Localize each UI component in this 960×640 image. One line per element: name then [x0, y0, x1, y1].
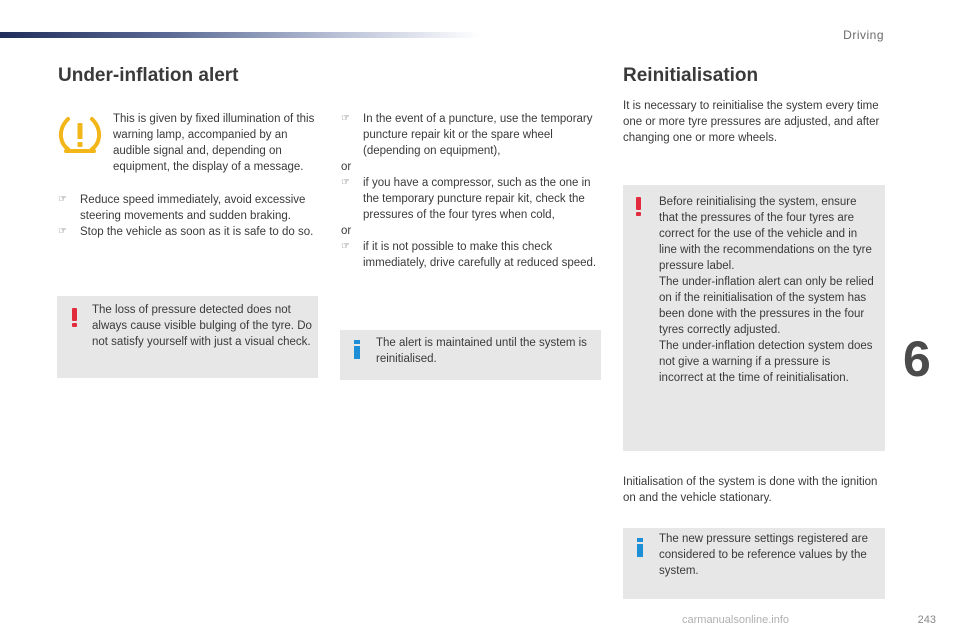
- exclamation-icon: [72, 308, 77, 327]
- or-separator: or: [341, 225, 352, 237]
- left-instructions: [58, 192, 320, 240]
- info-icon: [354, 340, 360, 359]
- or-separator: or: [341, 161, 352, 173]
- reinitialisation-intro: It is necessary to reinitialise the system every time one or more tyre pressures are adjusted, and after changing one or more wheels.: [623, 100, 880, 144]
- middle-instructions: [341, 111, 599, 271]
- list-item: ☞ Stop the vehicle as soon as it is safe to do so.: [58, 226, 314, 238]
- section-label: Driving: [843, 28, 884, 42]
- list-item: ☞ if it is not possible to make this check immediately, drive carefully at reduced speed.: [341, 241, 597, 269]
- reinitialisation-title: Reinitialisation: [623, 65, 759, 86]
- list-item: ☞ In the event of a puncture, use the temporary puncture repair kit or the spare wheel (depending on equipment),: [341, 113, 593, 157]
- info-icon: [637, 538, 643, 557]
- lamp-description: This is given by fixed illumination of this warning lamp, accompanied by an audible signal and, depending on equipment, the display of a message.: [113, 113, 315, 173]
- chapter-number: 6: [903, 331, 931, 387]
- info-text: The new pressure settings registered are considered to be reference values by the system.: [659, 533, 869, 577]
- pointing-hand-icon: ☞: [341, 177, 350, 188]
- pointing-hand-icon: ☞: [58, 226, 67, 237]
- info-box-alert: [340, 330, 601, 380]
- list-item: ☞ if you have a compressor, such as the one in the temporary puncture repair kit, check the pressures of the four tyres when cold,: [341, 177, 591, 221]
- initialisation-text: Initialisation of the system is done with the ignition on and the vehicle stationary.: [623, 476, 878, 504]
- warning-text: The loss of pressure detected does not always cause visible bulging of the tyre. Do not satisfy yourself with just a visual check.: [92, 304, 312, 348]
- pointing-hand-icon: ☞: [341, 113, 350, 124]
- tyre-pressure-warning-icon: [58, 115, 102, 155]
- list-item: ☞ Reduce speed immediately, avoid excessive steering movements and sudden braking.: [58, 194, 306, 222]
- info-text: The alert is maintained until the system is reinitialised.: [376, 337, 587, 365]
- page-number: 243: [917, 614, 936, 626]
- warning-box-reinitialisation: [623, 185, 885, 451]
- warning-text: Before reinitialising the system, ensure that the pressures of the four tyres are correct for the use of the vehicle and in line with the recommendations on the tyre pressure label. The under-inflation alert can only be relied on if the reinitialisation of the system has been done with the pressures in the four tyres correctly adjusted. The under-inflation detection system does not give a warning if a pressure is incorrect at the time of reinitialisation.: [659, 196, 874, 384]
- header-gradient-bar: [0, 32, 480, 38]
- exclamation-icon: [636, 197, 641, 216]
- under-inflation-title: Under-inflation alert: [58, 65, 239, 86]
- pointing-hand-icon: ☞: [58, 194, 67, 205]
- info-box-reference: [623, 528, 885, 599]
- watermark: carmanualsonline.info: [682, 614, 790, 626]
- warning-box-bulging: [57, 296, 318, 378]
- pointing-hand-icon: ☞: [341, 241, 350, 252]
